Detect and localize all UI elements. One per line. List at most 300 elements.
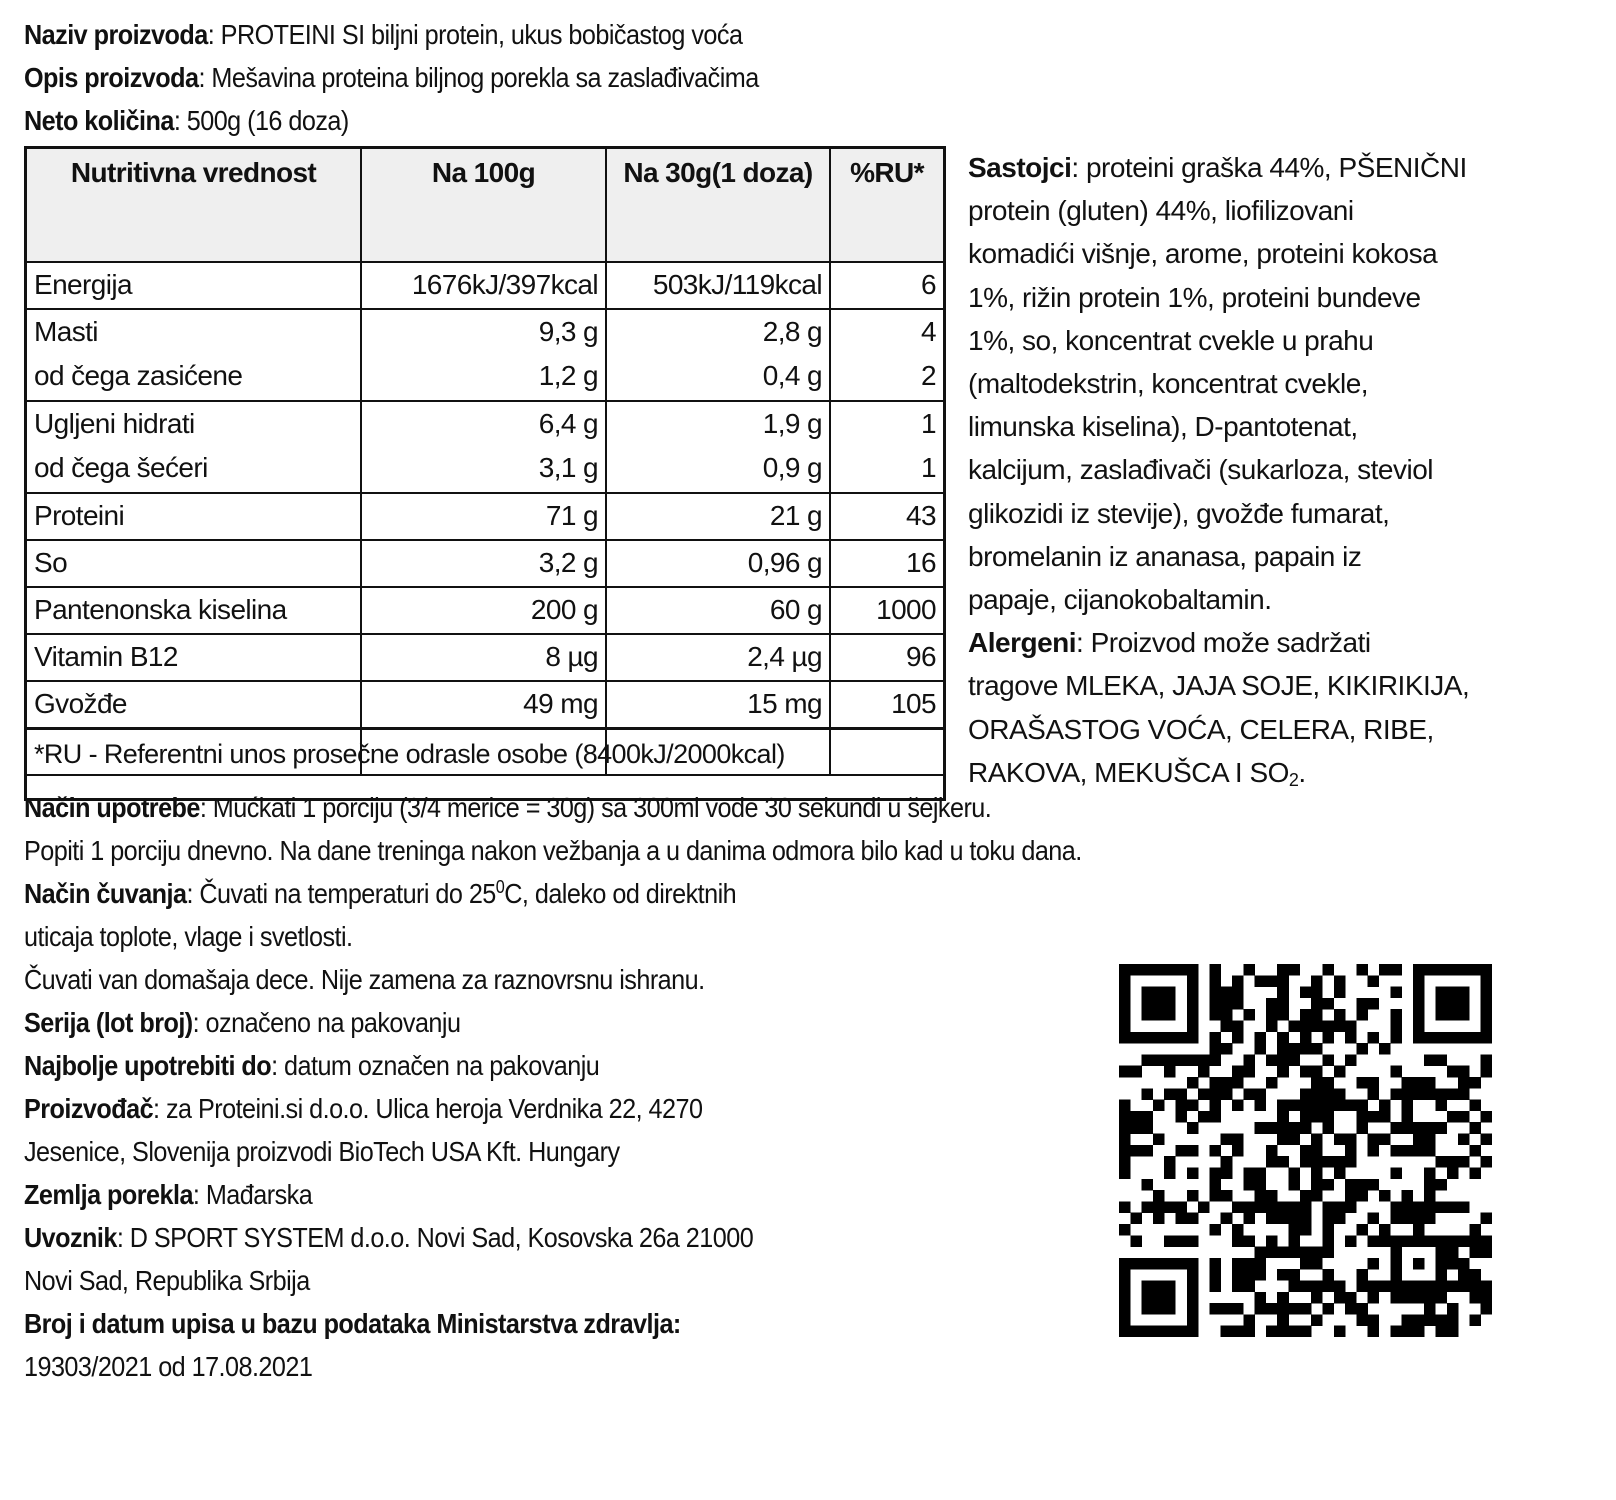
table-row [27, 540, 943, 587]
qr-module [1289, 1213, 1301, 1225]
qr-module [1187, 1258, 1199, 1270]
qr-module [1481, 1032, 1492, 1044]
ingredients-line: papaje, cijanokobaltamin. [968, 584, 1272, 616]
qr-module [1447, 1235, 1459, 1247]
qr-module [1289, 1179, 1301, 1191]
qr-module [1300, 1032, 1312, 1044]
qr-module [1368, 1179, 1380, 1191]
header-nutritive-value: Nutritivna vrednost [27, 149, 361, 262]
qr-module [1300, 1088, 1312, 1100]
qr-module [1300, 1145, 1312, 1157]
qr-module [1300, 1224, 1312, 1236]
qr-module [1153, 1100, 1165, 1112]
qr-module [1311, 1111, 1323, 1123]
qr-module [1334, 1021, 1346, 1033]
qr-module [1390, 1258, 1402, 1270]
qr-module [1221, 1077, 1233, 1089]
qr-module [1322, 998, 1334, 1010]
qr-module [1390, 987, 1402, 999]
qr-module [1322, 1280, 1334, 1292]
allergens-line: RAKOVA, MEKUŠCA I $SO_2$. [968, 756, 1306, 790]
qr-module [1119, 1134, 1131, 1146]
qr-module [1334, 987, 1346, 999]
qr-module [1379, 1190, 1391, 1202]
qr-module [1209, 1032, 1221, 1044]
lot-line: Serija (lot broj): označeno na pakovanju [24, 1007, 461, 1038]
qr-module [1402, 1111, 1414, 1123]
qr-module [1142, 987, 1154, 999]
qr-module [1153, 1280, 1165, 1292]
qr-module [1187, 1009, 1199, 1021]
qr-module [1402, 1326, 1414, 1337]
qr-module [1311, 998, 1323, 1010]
qr-module [1198, 1088, 1210, 1100]
qr-module [1413, 1326, 1425, 1337]
qr-module [1413, 1145, 1425, 1157]
qr-module [1469, 964, 1481, 976]
qr-module [1458, 1088, 1470, 1100]
qr-module [1289, 1122, 1301, 1134]
qr-module [1300, 1280, 1312, 1292]
qr-module [1130, 1235, 1142, 1247]
qr-module [1481, 1303, 1492, 1315]
qr-module [1142, 964, 1154, 976]
qr-module [1119, 1167, 1131, 1179]
qr-module [1300, 987, 1312, 999]
qr-module [1277, 1314, 1289, 1326]
qr-module [1447, 987, 1459, 999]
qr-module [1345, 1054, 1357, 1066]
qr-module [1413, 1258, 1425, 1270]
qr-module [1356, 964, 1368, 976]
qr-module [1289, 1224, 1301, 1236]
ingredients-line: kalcijum, zaslađivači (sukarloza, steviol [968, 454, 1434, 486]
qr-module [1334, 1213, 1346, 1225]
qr-module [1266, 1190, 1278, 1202]
qr-module [1402, 1190, 1414, 1202]
qr-module [1119, 1224, 1131, 1236]
qr-module [1277, 1009, 1289, 1021]
qr-module [1379, 1235, 1391, 1247]
qr-module [1119, 1292, 1131, 1304]
qr-module [1209, 1145, 1221, 1157]
qr-module [1311, 1009, 1323, 1021]
qr-module [1209, 1100, 1221, 1112]
qr-module [1130, 1326, 1142, 1337]
nutrient-per30: 60 g [606, 587, 830, 634]
qr-module [1176, 1100, 1188, 1112]
nutrient-name: Masti od čega zasićene [27, 309, 361, 401]
qr-code-icon[interactable] [1119, 964, 1492, 1337]
qr-module [1153, 1303, 1165, 1315]
nutrient-per30: 2,4 µg [606, 634, 830, 681]
qr-module [1345, 1201, 1357, 1213]
qr-module [1277, 987, 1289, 999]
qr-module [1413, 975, 1425, 987]
qr-module [1255, 1303, 1267, 1315]
qr-module [1424, 1134, 1436, 1146]
qr-module [1209, 1179, 1221, 1191]
qr-module [1322, 1224, 1334, 1236]
qr-module [1413, 1224, 1425, 1236]
qr-module [1243, 1258, 1255, 1270]
qr-module [1153, 1292, 1165, 1304]
qr-module [1458, 1258, 1470, 1270]
importer-line: Uvoznik: D SPORT SYSTEM d.o.o. Novi Sad, Kosovska 26a 21000 [24, 1222, 754, 1253]
qr-module [1379, 1134, 1391, 1146]
qr-module [1289, 1235, 1301, 1247]
qr-module [1153, 1190, 1165, 1202]
qr-module [1176, 1201, 1188, 1213]
qr-module [1424, 1292, 1436, 1304]
qr-module [1322, 1269, 1334, 1281]
qr-module [1119, 1100, 1131, 1112]
qr-module [1311, 1021, 1323, 1033]
qr-module [1266, 1054, 1278, 1066]
header-ru: %RU* [830, 149, 943, 262]
qr-module [1255, 1179, 1267, 1191]
qr-module [1469, 1032, 1481, 1044]
qr-module [1277, 1100, 1289, 1112]
qr-module [1345, 1292, 1357, 1304]
nutrient-name: So [27, 540, 361, 587]
qr-module [1413, 1235, 1425, 1247]
qr-module [1255, 1269, 1267, 1281]
qr-module [1243, 1213, 1255, 1225]
qr-module [1243, 1167, 1255, 1179]
qr-module [1481, 998, 1492, 1010]
qr-module [1289, 1054, 1301, 1066]
qr-module [1198, 1201, 1210, 1213]
qr-module [1458, 1201, 1470, 1213]
nutrient-per30: 2,8 g 0,4 g [606, 309, 830, 401]
qr-module [1277, 1156, 1289, 1168]
qr-module [1243, 1088, 1255, 1100]
qr-module [1266, 998, 1278, 1010]
qr-module [1119, 987, 1131, 999]
qr-module [1142, 1303, 1154, 1315]
qr-module [1390, 1269, 1402, 1281]
header-per-100g: Na 100g [361, 149, 606, 262]
qr-module [1469, 1269, 1481, 1281]
qr-module [1153, 1134, 1165, 1146]
qr-module [1390, 1213, 1402, 1225]
qr-module [1277, 975, 1289, 987]
qr-module [1266, 975, 1278, 987]
qr-module [1119, 1111, 1131, 1123]
qr-module [1447, 1009, 1459, 1021]
nutrient-per100: 200 g [361, 587, 606, 634]
qr-module [1142, 1032, 1154, 1044]
usage-label: Način upotrebe [24, 792, 200, 823]
qr-module [1469, 1145, 1481, 1157]
product-name-line: Naziv proizvoda: PROTEINI SI biljni protein, ukus bobičastog voća [24, 19, 743, 50]
qr-module [1232, 1235, 1244, 1247]
qr-module [1221, 1213, 1233, 1225]
qr-module [1164, 1292, 1176, 1304]
qr-module [1243, 1054, 1255, 1066]
qr-module [1266, 1326, 1278, 1337]
qr-module [1402, 1100, 1414, 1112]
allergens-line: ORAŠASTOG VOĆA, CELERA, RIBE, [968, 713, 1434, 745]
storage-line: Način čuvanja: Čuvati na temperaturi do $25^0C$, daleko od direktnih [24, 877, 737, 909]
qr-module [1153, 1258, 1165, 1270]
qr-module [1311, 1190, 1323, 1202]
qr-module [1311, 1088, 1323, 1100]
qr-module [1277, 1043, 1289, 1055]
qr-module [1176, 1258, 1188, 1270]
qr-module [1266, 1303, 1278, 1315]
qr-module [1277, 1134, 1289, 1146]
header-per-30g: Na 30g(1 doza) [606, 149, 830, 262]
qr-module [1481, 1156, 1492, 1168]
qr-module [1198, 1111, 1210, 1123]
qr-module [1243, 964, 1255, 976]
qr-module [1368, 1314, 1380, 1326]
qr-module [1402, 1235, 1414, 1247]
qr-module [1164, 1066, 1176, 1078]
qr-module [1368, 1145, 1380, 1157]
qr-module [1232, 1224, 1244, 1236]
qr-module [1368, 1326, 1380, 1337]
qr-module [1368, 1292, 1380, 1304]
qr-module [1424, 1280, 1436, 1292]
qr-module [1435, 1247, 1447, 1259]
qr-module [1322, 1303, 1334, 1315]
qr-module [1322, 1235, 1334, 1247]
qr-module [1277, 1269, 1289, 1281]
qr-module [1469, 1235, 1481, 1247]
qr-module [1209, 1258, 1221, 1270]
qr-module [1447, 1088, 1459, 1100]
qr-module [1232, 1134, 1244, 1146]
qr-module [1435, 1314, 1447, 1326]
qr-module [1164, 1054, 1176, 1066]
qr-module [1153, 998, 1165, 1010]
qr-module [1334, 975, 1346, 987]
qr-module [1481, 1292, 1492, 1304]
qr-module [1277, 1122, 1289, 1134]
product-description-label: Opis proizvoda [24, 62, 199, 93]
qr-module [1243, 1314, 1255, 1326]
qr-module [1209, 1303, 1221, 1315]
qr-module [1289, 1167, 1301, 1179]
qr-module [1289, 1280, 1301, 1292]
nutrient-name: Ugljeni hidrati od čega šećeri [27, 401, 361, 493]
nutrient-name: Gvožđe [27, 681, 361, 728]
qr-module [1447, 1303, 1459, 1315]
qr-module [1356, 1122, 1368, 1134]
qr-module [1390, 1292, 1402, 1304]
table-header-row [27, 149, 943, 262]
qr-module [1153, 1054, 1165, 1066]
qr-module [1435, 1292, 1447, 1304]
qr-module [1390, 1167, 1402, 1179]
qr-module [1435, 964, 1447, 976]
qr-module [1209, 987, 1221, 999]
qr-module [1119, 1122, 1131, 1134]
qr-module [1356, 1179, 1368, 1191]
qr-module [1243, 1066, 1255, 1078]
qr-module [1209, 1088, 1221, 1100]
qr-module [1142, 1054, 1154, 1066]
qr-module [1469, 1100, 1481, 1112]
qr-module [1345, 1235, 1357, 1247]
qr-module [1379, 964, 1391, 976]
registration-value: 19303/2021 od 17.08.2021 [24, 1351, 313, 1382]
qr-module [1368, 1213, 1380, 1225]
qr-module [1413, 1122, 1425, 1134]
manufacturer-line: Proizvođač: za Proteini.si d.o.o. Ulica heroja Verdnika 22, 4270 [24, 1093, 703, 1124]
qr-module [1368, 1088, 1380, 1100]
qr-module [1164, 1303, 1176, 1315]
qr-module [1164, 987, 1176, 999]
qr-module [1119, 1201, 1131, 1213]
qr-module [1481, 1235, 1492, 1247]
qr-module [1402, 1088, 1414, 1100]
table-row [27, 587, 943, 634]
qr-module [1119, 1303, 1131, 1315]
qr-module [1481, 1247, 1492, 1259]
qr-module [1424, 1077, 1436, 1089]
qr-module [1289, 964, 1301, 976]
qr-module [1334, 1201, 1346, 1213]
qr-module [1209, 1190, 1221, 1202]
nutrient-per30: 15 mg [606, 681, 830, 728]
qr-module [1119, 964, 1131, 976]
product-description-value: Mešavina proteina biljnog porekla sa zaslađivačima [211, 62, 759, 93]
qr-module [1209, 1167, 1221, 1179]
qr-module [1413, 1088, 1425, 1100]
qr-module [1311, 1314, 1323, 1326]
qr-module [1311, 1258, 1323, 1270]
qr-module [1379, 1280, 1391, 1292]
qr-module [1481, 1213, 1492, 1225]
qr-module [1142, 1201, 1154, 1213]
qr-module [1266, 1021, 1278, 1033]
qr-module [1424, 1314, 1436, 1326]
qr-module [1469, 1167, 1481, 1179]
qr-module [1322, 1179, 1334, 1191]
qr-module [1277, 1201, 1289, 1213]
qr-module [1176, 1088, 1188, 1100]
qr-module [1435, 1054, 1447, 1066]
qr-module [1469, 1292, 1481, 1304]
qr-module [1311, 987, 1323, 999]
qr-module [1119, 1145, 1131, 1157]
qr-module [1469, 1280, 1481, 1292]
qr-module [1345, 1134, 1357, 1146]
importer-line-2: Novi Sad, Republika Srbija [24, 1265, 310, 1296]
qr-module [1266, 1156, 1278, 1168]
qr-module [1435, 1258, 1447, 1270]
nutrient-ru: 6 [830, 262, 943, 309]
qr-module [1424, 1088, 1436, 1100]
qr-module [1187, 1269, 1199, 1281]
qr-module [1243, 1235, 1255, 1247]
qr-module [1243, 1326, 1255, 1337]
qr-module [1300, 1247, 1312, 1259]
storage-line-2: uticaja toplote, vlage i svetlosti. [24, 921, 353, 952]
net-quantity-label: Neto količina [24, 105, 174, 136]
qr-module [1311, 1066, 1323, 1078]
qr-module [1266, 1201, 1278, 1213]
qr-module [1232, 1032, 1244, 1044]
qr-module [1424, 1190, 1436, 1202]
qr-module [1187, 1314, 1199, 1326]
qr-module [1356, 1077, 1368, 1089]
qr-module [1300, 1122, 1312, 1134]
qr-module [1435, 998, 1447, 1010]
qr-module [1447, 1032, 1459, 1044]
qr-module [1209, 1111, 1221, 1123]
qr-module [1187, 1190, 1199, 1202]
ingredients-line: glikozidi iz stevije), gvožđe fumarat, [968, 497, 1390, 529]
qr-module [1266, 1235, 1278, 1247]
qr-module [1435, 1235, 1447, 1247]
qr-module [1356, 1224, 1368, 1236]
qr-module [1221, 1021, 1233, 1033]
qr-module [1277, 1032, 1289, 1044]
qr-module [1255, 1258, 1267, 1270]
qr-module [1402, 1122, 1414, 1134]
product-name-label: Naziv proizvoda [24, 19, 208, 50]
ingredients-line: 1%, rižin protein 1%, proteini bundeve [968, 281, 1421, 313]
usage-line: Način upotrebe: Mućkati 1 porciju (3/4 merice = 30g) sa 300ml vode 30 sekundi u šejkeru. [24, 792, 992, 823]
qr-module [1447, 1258, 1459, 1270]
qr-module [1187, 1077, 1199, 1089]
qr-module [1390, 1009, 1402, 1021]
qr-module [1300, 1326, 1312, 1337]
qr-module [1209, 1224, 1221, 1236]
qr-module [1187, 975, 1199, 987]
qr-module [1435, 1122, 1447, 1134]
qr-module [1187, 1303, 1199, 1315]
qr-module [1209, 1054, 1221, 1066]
nutrient-per100: 49 mg [361, 681, 606, 728]
table-row [27, 401, 943, 493]
qr-module [1311, 1134, 1323, 1146]
qr-module [1164, 1258, 1176, 1270]
qr-module [1334, 1156, 1346, 1168]
ingredients-label: Sastojci [968, 152, 1072, 183]
nutrient-ru: 16 [830, 540, 943, 587]
qr-module [1402, 1314, 1414, 1326]
qr-module [1334, 1134, 1346, 1146]
qr-module [1221, 998, 1233, 1010]
qr-module [1447, 1066, 1459, 1078]
qr-module [1402, 1077, 1414, 1089]
qr-module [1447, 998, 1459, 1010]
qr-module [1413, 1134, 1425, 1146]
manufacturer-label: Proizvođač [24, 1093, 154, 1124]
qr-module [1390, 964, 1402, 976]
qr-module [1232, 1269, 1244, 1281]
nutrient-per100: 6,4 g 3,1 g [361, 401, 606, 493]
qr-module [1435, 1009, 1447, 1021]
qr-module [1130, 1111, 1142, 1123]
qr-module [1221, 1009, 1233, 1021]
qr-module [1176, 1054, 1188, 1066]
qr-module [1481, 975, 1492, 987]
qr-module [1322, 1201, 1334, 1213]
qr-module [1390, 1032, 1402, 1044]
qr-module [1142, 1258, 1154, 1270]
qr-module [1458, 998, 1470, 1010]
allergens-label: Alergeni [968, 627, 1077, 659]
qr-module [1435, 1156, 1447, 1168]
qr-module [1413, 1077, 1425, 1089]
